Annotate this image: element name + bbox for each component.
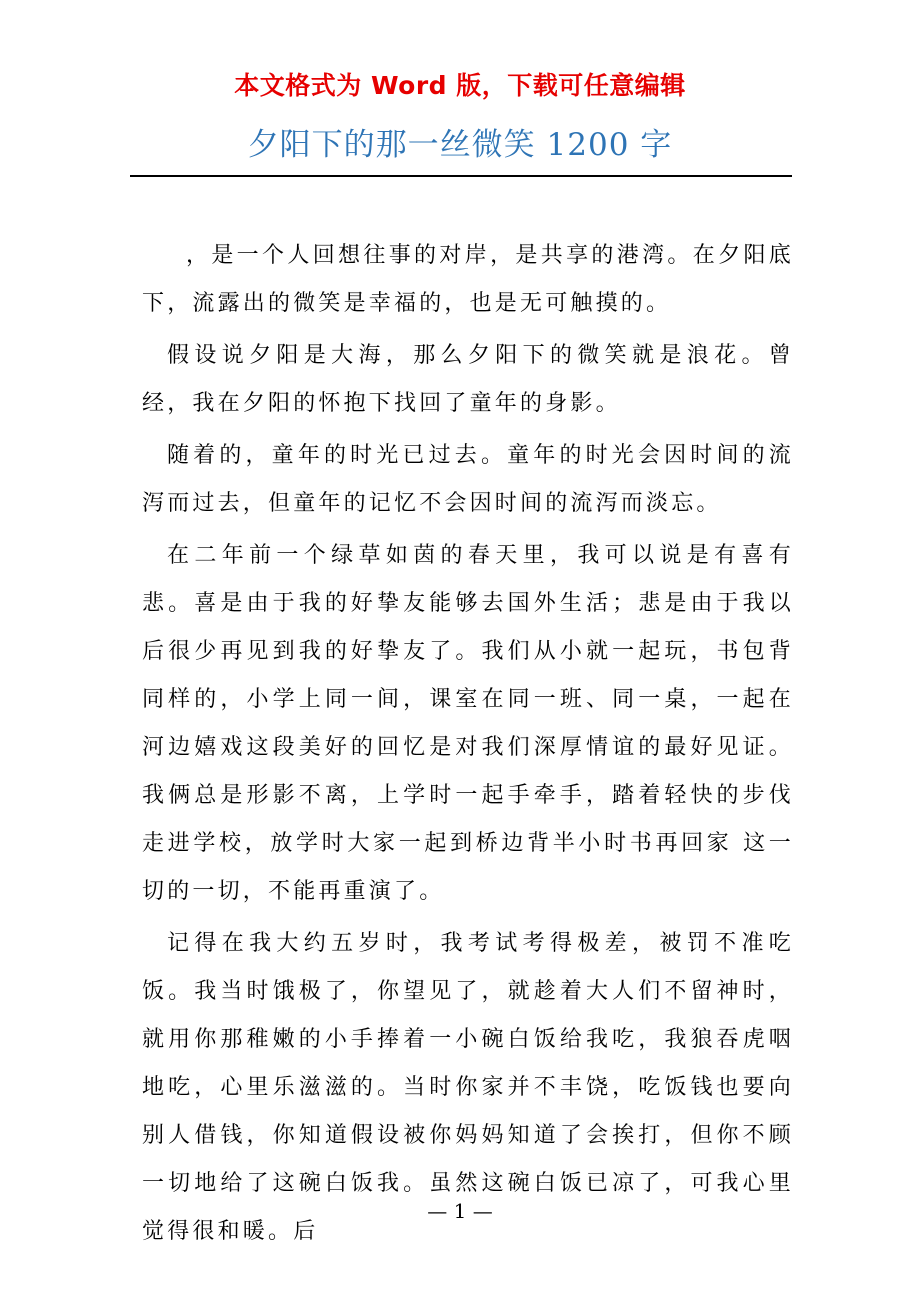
format-notice: 本文格式为 Word 版，下载可任意编辑: [234, 71, 686, 100]
title-underline: [130, 175, 792, 177]
article-body: [142, 232, 794, 1260]
paragraph: 假设说夕阳是大海，那么夕阳下的微笑就是浪花。曾经，我在夕阳的怀抱下找回了童年的身影。: [142, 343, 794, 416]
document-title: 夕阳下的那一丝微笑 1200 字: [247, 127, 673, 163]
paragraph: ，是一个人回想往事的对岸，是共享的港湾。在夕阳底下，流露出的微笑是幸福的，也是无可触摸的。: [142, 243, 794, 316]
page-number: — 1 —: [427, 1199, 493, 1223]
paragraph: 随着的，童年的时光已过去。童年的时光会因时间的流泻而过去，但童年的记忆不会因时间的流泻而淡忘。: [142, 443, 794, 516]
paragraph: 在二年前一个绿草如茵的春天里，我可以说是有喜有悲。喜是由于我的好挚友能够去国外生活；悲是由于我以后很少再见到我的好挚友了。我们从小就一起玩，书包背同样的，小学上同一间，课室在同一班、同一桌，一起在河边嬉戏这段美好的回忆是对我们深厚情谊的最好见证。我俩总是形影不离，上学时一起手牵手，踏着轻快的步伐走进学校，放学时大家一起到桥边背半小时书再回家 这一切的一切，不能再重演了。: [142, 543, 794, 904]
paragraph: 记得在我大约五岁时，我考试考得极差，被罚不准吃饭。我当时饿极了，你望见了，就趁着大人们不留神时，就用你那稚嫩的小手捧着一小碗白饭给我吃，我狼吞虎咽地吃，心里乐滋滋的。当时你家并不丰饶，吃饭钱也要向别人借钱，你知道假设被你妈妈知道了会挨打，但你不顾一切地给了这碗白饭我。虽然这碗白饭已凉了，可我心里觉得很和暖。后: [142, 931, 794, 1244]
